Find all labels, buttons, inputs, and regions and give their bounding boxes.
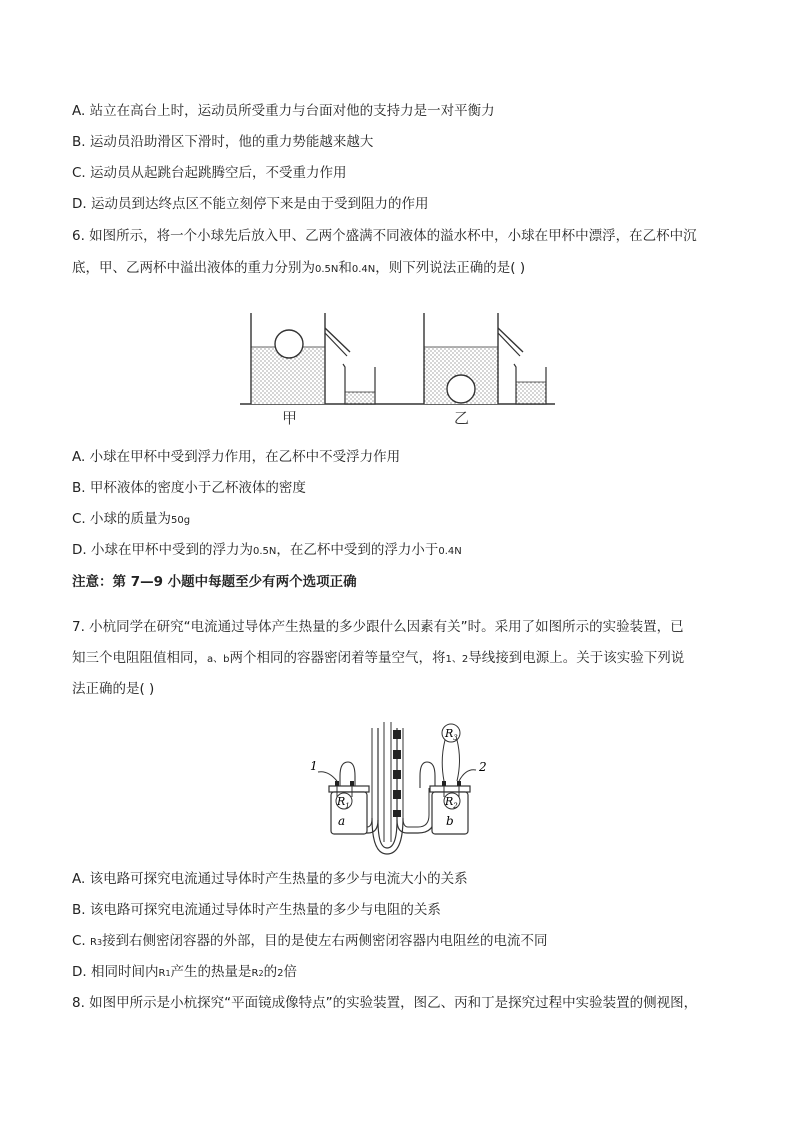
q7-option-c: C. R3接到右侧密闭容器的外部，目的是使左右两侧密闭容器内电阻丝的电流不同	[72, 933, 548, 949]
wire-2-label: 2	[479, 760, 487, 774]
q7-option-b: B. 该电路可探究电流通过导体时产生热量的多少与电阻的关系	[72, 902, 441, 918]
q7-stem-line2: 知三个电阻阻值相同，a、b两个相同的容器密闭着等量空气，将1、2导线接到电源上。关于该实验下列说	[72, 650, 685, 666]
q5-option-d: D. 运动员到达终点区不能立刻停下来是由于受到阻力的作用	[72, 196, 429, 212]
q6-option-b: B. 甲杯液体的密度小于乙杯液体的密度	[72, 480, 306, 496]
q7-stem-line3: 法正确的是( )	[72, 681, 155, 697]
q5-option-b: B. 运动员沿助滑区下滑时，他的重力势能越来越大	[72, 134, 374, 150]
q8-stem-line1: 8. 如图甲所示是小杭探究“平面镜成像特点”的实验装置，图乙、丙和丁是探究过程中实验装置的侧视图，	[72, 995, 698, 1011]
r1-label: $R_1$	[337, 795, 350, 810]
label-jia: 甲	[282, 409, 298, 427]
q5-option-c: C. 运动员从起跳台起跳腾空后，不受重力作用	[72, 165, 347, 181]
label-yi: 乙	[454, 409, 470, 427]
q6-option-d: D. 小球在甲杯中受到的浮力为0.5N，在乙杯中受到的浮力小于0.4N	[72, 542, 462, 558]
r3-label: $R_3$	[445, 727, 458, 742]
container-a-label: a	[338, 814, 346, 828]
q7-option-d: D. 相同时间内R1产生的热量是R2的2倍	[72, 964, 297, 980]
q7-option-a: A. 该电路可探究电流通过导体时产生热量的多少与电流大小的关系	[72, 871, 468, 887]
q6-stem-line1: 6. 如图所示，将一个小球先后放入甲、乙两个盛满不同液体的溢水杯中，小球在甲杯中漂浮，在乙杯中沉	[72, 228, 697, 244]
q6-option-c: C. 小球的质量为50g	[72, 511, 191, 527]
q6-option-a: A. 小球在甲杯中受到浮力作用，在乙杯中不受浮力作用	[72, 449, 401, 465]
r2-label: $R_2$	[445, 795, 458, 810]
container-b-label: b	[446, 814, 454, 828]
q5-option-a: A. 站立在高台上时，运动员所受重力与台面对他的支持力是一对平衡力	[72, 103, 495, 119]
q6-stem-line2: 底，甲、乙两杯中溢出液体的重力分别为0.5N和0.4N，则下列说法正确的是( )	[72, 260, 526, 276]
section-note: 注意：第 7—9 小题中每题至少有两个选项正确	[72, 574, 357, 590]
q7-stem-line1: 7. 小杭同学在研究“电流通过导体产生热量的多少跟什么因素有关”时。采用了如图所示的实验装置，已	[72, 619, 684, 635]
wire-1-label: 1	[310, 759, 318, 773]
